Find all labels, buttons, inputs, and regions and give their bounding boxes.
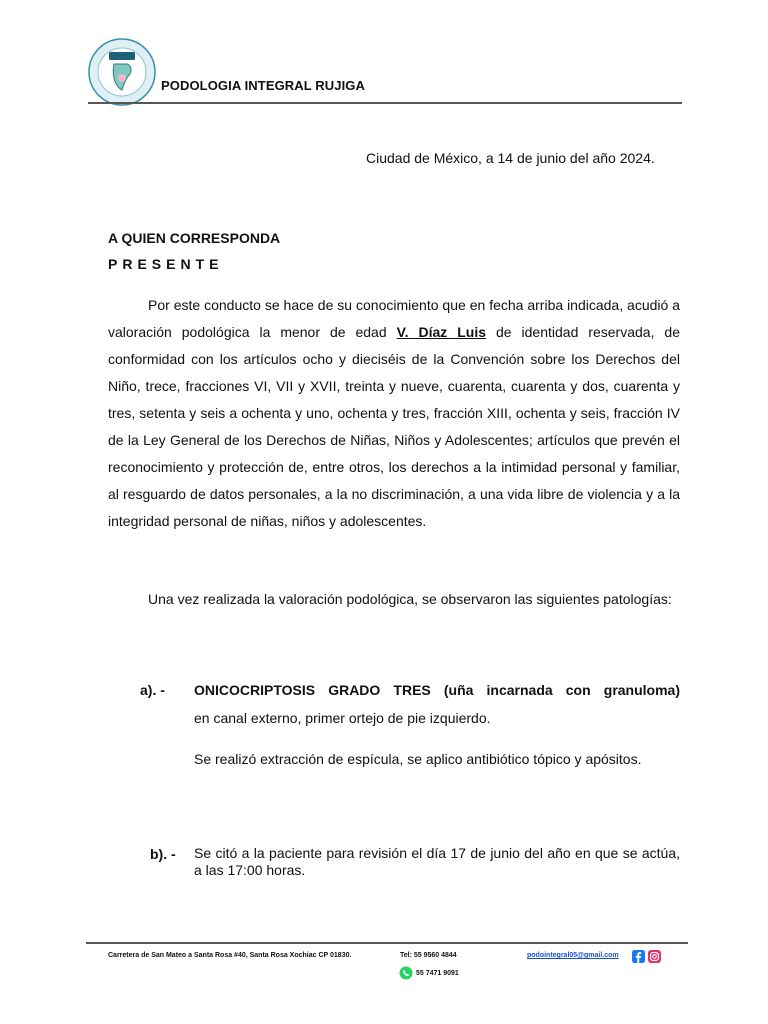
header-divider	[88, 102, 682, 104]
org-name: PODOLOGIA INTEGRAL RUJIGA	[161, 78, 366, 93]
intro-text-end: de identidad reservada, de conformidad con los artículos ocho y dieciséis de la Convención sobre los Derechos del Niño, trece, fracciones VI, VII y XVII, treinta y nueve, cuarenta, cuarenta y dos, cuarenta y tres, setenta y seis a ochenta y uno, ochenta y tres, fracción XIII, ochenta y seis, fracción IV de la Ley General de los Derechos de Niñas, Niños y Adolescentes; artículos que prevén el reconocimiento y protección de, entre otros, los derechos a la intimidad personal y familiar, al resguardo de datos personales, a la no discriminación, a una vida libre de violencia y a la integridad personal de niñas, niños y adolescentes.	[108, 324, 680, 529]
paragraph-intro	[108, 292, 680, 535]
item-a-label: a). -	[140, 682, 165, 698]
clinic-logo	[88, 38, 156, 106]
intro-text-start: Por este conducto se hace de su conocimiento que en fecha arriba indicada, acudió a valoración podológica la menor de edad	[108, 297, 680, 340]
footer-divider	[86, 942, 688, 944]
item-b-label: b). -	[150, 846, 176, 862]
whatsapp-icon[interactable]	[399, 966, 413, 980]
item-a-title: ONICOCRIPTOSIS GRADO TRES (uña incarnada con granuloma)	[194, 682, 680, 698]
date-line: Ciudad de México, a 14 de junio del año 2024.	[366, 150, 655, 166]
presente-heading: PRESENTE	[108, 256, 224, 272]
patient-name: V. Díaz Luis	[396, 324, 487, 340]
paragraph-findings: Una vez realizada la valoración podológica, se observaron las siguientes patologías:	[148, 591, 672, 607]
item-b-text: Se citó a la paciente para revisión el día 17 de junio del año en que se actúa, a las 17:00 horas.	[194, 845, 680, 878]
item-a-treatment: Se realizó extracción de espícula, se aplico antibiótico tópico y apósitos.	[194, 751, 642, 767]
instagram-icon[interactable]	[648, 950, 661, 963]
footer-email-link[interactable]: podointegral05@gmail.com	[527, 952, 619, 959]
footer-address: Carretera de San Mateo a Santa Rosa #40, Santa Rosa Xochiac CP 01830.	[108, 952, 352, 959]
footer-phone: Tel: 55 9560 4844	[400, 952, 457, 959]
footer-whatsapp-number: 55 7471 9091	[416, 970, 459, 977]
facebook-icon[interactable]	[632, 950, 645, 963]
item-a-location: en canal externo, primer ortejo de pie izquierdo.	[194, 710, 491, 726]
addressee: A QUIEN CORRESPONDA	[108, 230, 281, 246]
